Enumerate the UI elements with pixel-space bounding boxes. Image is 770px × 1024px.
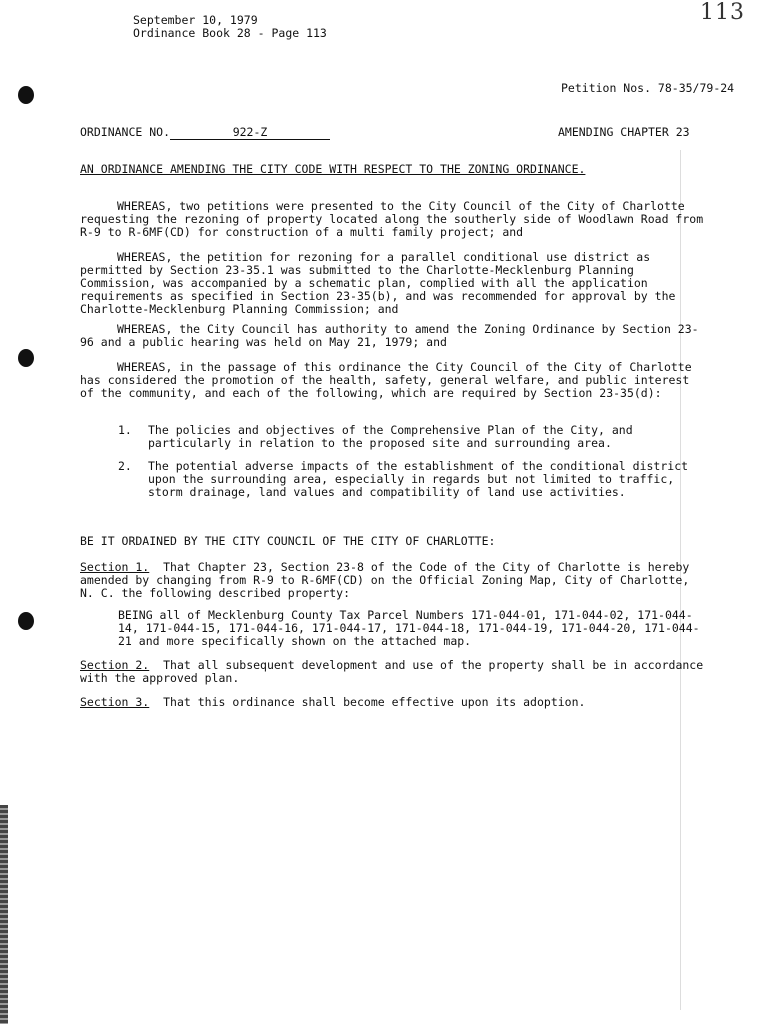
ordinance-number-value: 922-Z — [170, 126, 330, 140]
whereas-paragraph-4: WHEREAS, in the passage of this ordinance the City Council of the City of Charlotte has considered the promotion of the health, safety, general welfare, and public interest of the community, and each of the following, which are required by Section 23-35(d): — [80, 360, 692, 400]
section-1 — [80, 561, 710, 600]
ordained-heading: BE IT ORDAINED BY THE CITY COUNCIL OF THE CITY OF CHARLOTTE: — [80, 534, 496, 548]
section-2 — [80, 659, 710, 685]
punch-hole — [18, 86, 34, 104]
whereas-paragraph-2: WHEREAS, the petition for rezoning for a parallel conditional use district as permitted by Section 23-35.1 was submitted to the Charlotte-Mecklenburg Planning Commission, was accompanied by a schematic plan, complied with all the application requirements as specified in Section 23-35(b), and was recommended for approval by the Charlotte-Mecklenburg Planning Commission; and — [80, 250, 676, 316]
petition-numbers: Petition Nos. 78-35/79-24 — [561, 81, 735, 95]
scan-edge — [0, 805, 8, 1024]
list-item-text: The policies and objectives of the Comprehensive Plan of the City, and particularly in relation to the proposed site and surrounding area. — [148, 423, 633, 450]
section-1-label: Section 1. — [80, 560, 150, 574]
ordinance-title: AN ORDINANCE AMENDING THE CITY CODE WITH RESPECT TO THE ZONING ORDINANCE. — [80, 162, 586, 176]
amending-chapter: AMENDING CHAPTER 23 — [558, 125, 690, 139]
section-2-label: Section 2. — [80, 658, 150, 672]
punch-hole — [18, 612, 34, 630]
list-item-number: 1. — [118, 423, 132, 437]
punch-hole — [18, 349, 34, 367]
list-item-number: 2. — [118, 459, 132, 473]
section-3 — [80, 696, 710, 709]
list-item-text: The potential adverse impacts of the establishment of the conditional district upon the surrounding area, especially in regards but not limited to traffic, storm drainage, land values and compatibility of land use activities. — [148, 459, 689, 499]
header-date: September 10, 1979 — [133, 13, 258, 27]
header-book: Ordinance Book 28 - Page 113 — [133, 26, 327, 40]
section-2-text: That all subsequent development and use of the property shall be in accordance with the approved plan. — [80, 658, 704, 685]
parcel-list: BEING all of Mecklenburg County Tax Parcel Numbers 171-044-01, 171-044-02, 171-044-14, 171-044-15, 171-044-16, 171-044-17, 171-044-18, 171-044-19, 171-044-20, 171-044-21 and more specifically shown on the attached map. — [118, 608, 700, 648]
whereas-paragraph-3: WHEREAS, the City Council has authority to amend the Zoning Ordinance by Section 23-96 and a public hearing was held on May 21, 1979; and — [80, 322, 699, 349]
ordinance-number-line — [80, 126, 330, 140]
page-number: 113 — [700, 0, 745, 25]
section-3-label: Section 3. — [80, 695, 150, 709]
section-1-text: That Chapter 23, Section 23-8 of the Code of the City of Charlotte is hereby amended by changing from R-9 to R-6MF(CD) on the Official Zoning Map, City of Charlotte, N. C. the following described property: — [80, 560, 690, 600]
ordinance-number-label: ORDINANCE NO. — [80, 125, 171, 139]
section-3-text: That this ordinance shall become effective upon its adoption. — [163, 695, 586, 709]
whereas-paragraph-1: WHEREAS, two petitions were presented to the City Council of the City of Charlotte requesting the rezoning of property located along the southerly side of Woodlawn Road from R-9 to R-6MF(CD) for construction of a multi family project; and — [80, 199, 704, 239]
